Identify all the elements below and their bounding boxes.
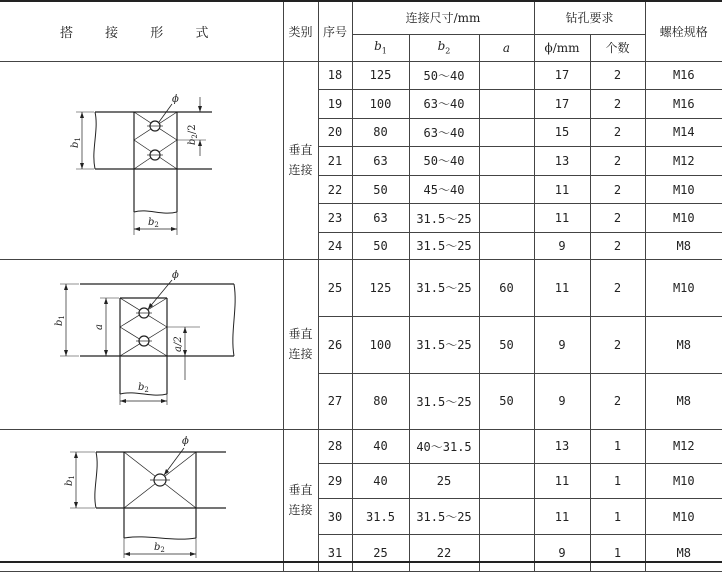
svg-text:ϕ: ϕ [172, 269, 179, 281]
bolt-cell: M10 [645, 175, 722, 204]
header-b2: $b_2$ [409, 34, 479, 61]
count-cell: 2 [590, 204, 645, 233]
bolt-cell: M8 [645, 535, 722, 571]
count-cell: 2 [590, 61, 645, 90]
bolt-cell: M8 [645, 316, 722, 373]
svg-text:a: a [94, 323, 105, 330]
svg-text:b1: $b_1$ [70, 136, 82, 148]
b2-cell: 50～40 [409, 147, 479, 176]
phi-cell: 9 [534, 535, 590, 571]
seq-cell: 28 [318, 429, 352, 464]
seq-cell: 24 [318, 232, 352, 259]
seq-cell: 22 [318, 175, 352, 204]
b1-cell: 50 [352, 232, 409, 259]
phi-cell: 15 [534, 118, 590, 147]
count-cell: 1 [590, 429, 645, 464]
header-seq: 序号 [318, 1, 352, 61]
count-cell: 2 [590, 90, 645, 119]
b1-cell: 63 [352, 147, 409, 176]
seq-cell: 18 [318, 61, 352, 90]
svg-text:b2: $b_2$ [154, 541, 165, 554]
count-cell: 2 [590, 147, 645, 176]
b1-cell: 125 [352, 259, 409, 316]
a-cell: 50 [479, 373, 534, 429]
phi-cell: 9 [534, 232, 590, 259]
b1-cell: 100 [352, 316, 409, 373]
bolt-cell: M10 [645, 499, 722, 535]
phi-cell: 9 [534, 316, 590, 373]
a-cell [479, 175, 534, 204]
seq-cell: 21 [318, 147, 352, 176]
b2-cell: 40～31.5 [409, 429, 479, 464]
phi-cell: 17 [534, 90, 590, 119]
a-cell [479, 90, 534, 119]
seq-cell: 25 [318, 259, 352, 316]
a-cell [479, 535, 534, 571]
svg-text:b1: $b_1$ [54, 314, 66, 326]
category-vertical-3: 垂直 连接 [283, 429, 318, 571]
seq-cell: 27 [318, 373, 352, 429]
count-cell: 2 [590, 316, 645, 373]
header-phi: ϕ/mm [534, 34, 590, 61]
count-cell: 2 [590, 232, 645, 259]
bolt-cell: M12 [645, 429, 722, 464]
a-cell [479, 499, 534, 535]
count-cell: 2 [590, 175, 645, 204]
header-drill: 钻孔要求 [534, 1, 645, 34]
phi-cell: 11 [534, 175, 590, 204]
phi-cell: 11 [534, 464, 590, 499]
header-bolt: 螺栓规格 [645, 1, 722, 61]
seq-cell: 20 [318, 118, 352, 147]
a-cell [479, 204, 534, 233]
seq-cell: 29 [318, 464, 352, 499]
header-category: 类别 [283, 1, 318, 61]
figure-cell-1 [0, 61, 283, 259]
b1-cell: 25 [352, 535, 409, 571]
phi-cell: 11 [534, 204, 590, 233]
b1-cell: 31.5 [352, 499, 409, 535]
b2-cell: 31.5～25 [409, 316, 479, 373]
b1-cell: 50 [352, 175, 409, 204]
b2-cell: 63～40 [409, 90, 479, 119]
bolt-cell: M10 [645, 259, 722, 316]
count-cell: 2 [590, 373, 645, 429]
a-cell [479, 232, 534, 259]
figure-cell-3 [0, 429, 283, 571]
bolt-cell: M16 [645, 61, 722, 90]
phi-cell: 13 [534, 147, 590, 176]
b2-cell: 45～40 [409, 175, 479, 204]
lap-joint-figure-2 [0, 260, 283, 426]
b2-cell: 31.5～25 [409, 204, 479, 233]
category-vertical-2: 垂直 连接 [283, 259, 318, 429]
phi-cell: 9 [534, 373, 590, 429]
phi-cell: 11 [534, 259, 590, 316]
seq-cell: 19 [318, 90, 352, 119]
b2-cell: 31.5～25 [409, 373, 479, 429]
header-b1: $b_1$ [352, 34, 409, 61]
b1-cell: 40 [352, 464, 409, 499]
seq-cell: 31 [318, 535, 352, 571]
b1-cell: 125 [352, 61, 409, 90]
count-cell: 2 [590, 118, 645, 147]
count-cell: 1 [590, 535, 645, 571]
count-cell: 1 [590, 499, 645, 535]
svg-text:b1: $b_1$ [64, 474, 76, 486]
b2-cell: 50～40 [409, 61, 479, 90]
bolt-cell: M10 [645, 204, 722, 233]
svg-text:ϕ: ϕ [172, 93, 179, 105]
count-cell: 1 [590, 464, 645, 499]
b1-cell: 80 [352, 118, 409, 147]
a-cell [479, 464, 534, 499]
figure-cell-2 [0, 259, 283, 429]
b2-cell: 31.5～25 [409, 232, 479, 259]
a-cell [479, 147, 534, 176]
bolt-cell: M16 [645, 90, 722, 119]
a-cell: 50 [479, 316, 534, 373]
bolt-cell: M8 [645, 373, 722, 429]
svg-text:b2: $b_2$ [138, 381, 149, 394]
bolt-cell: M14 [645, 118, 722, 147]
phi-cell: 17 [534, 61, 590, 90]
b1-cell: 40 [352, 429, 409, 464]
svg-text:a/2: a/2 [173, 335, 184, 352]
b2-cell: 31.5～25 [409, 259, 479, 316]
bolt-cell: M8 [645, 232, 722, 259]
table-bottom-rule [0, 561, 722, 563]
b2-cell: 63～40 [409, 118, 479, 147]
lap-joint-figure-1 [0, 62, 283, 256]
phi-cell: 11 [534, 499, 590, 535]
b2-cell: 22 [409, 535, 479, 571]
svg-text:ϕ: ϕ [182, 435, 189, 447]
count-cell: 2 [590, 259, 645, 316]
bolt-cell: M12 [645, 147, 722, 176]
header-a: a [479, 34, 534, 61]
phi-cell: 13 [534, 429, 590, 464]
a-cell: 60 [479, 259, 534, 316]
seq-cell: 30 [318, 499, 352, 535]
category-vertical-1: 垂直 连接 [283, 61, 318, 259]
bolt-cell: M10 [645, 464, 722, 499]
a-cell [479, 429, 534, 464]
b1-cell: 80 [352, 373, 409, 429]
seq-cell: 26 [318, 316, 352, 373]
svg-text:b2: $b_2$ [148, 216, 159, 229]
header-dims: 连接尺寸/mm [352, 1, 534, 34]
svg-text:b2/2: $b_2/2$ [187, 123, 199, 145]
header-form: 搭 接 形 式 [0, 1, 283, 61]
b2-cell: 31.5～25 [409, 499, 479, 535]
header-count: 个数 [590, 34, 645, 61]
b1-cell: 100 [352, 90, 409, 119]
b2-cell: 25 [409, 464, 479, 499]
a-cell [479, 61, 534, 90]
a-cell [479, 118, 534, 147]
b1-cell: 63 [352, 204, 409, 233]
lap-joint-figure-3 [0, 430, 283, 568]
seq-cell: 23 [318, 204, 352, 233]
